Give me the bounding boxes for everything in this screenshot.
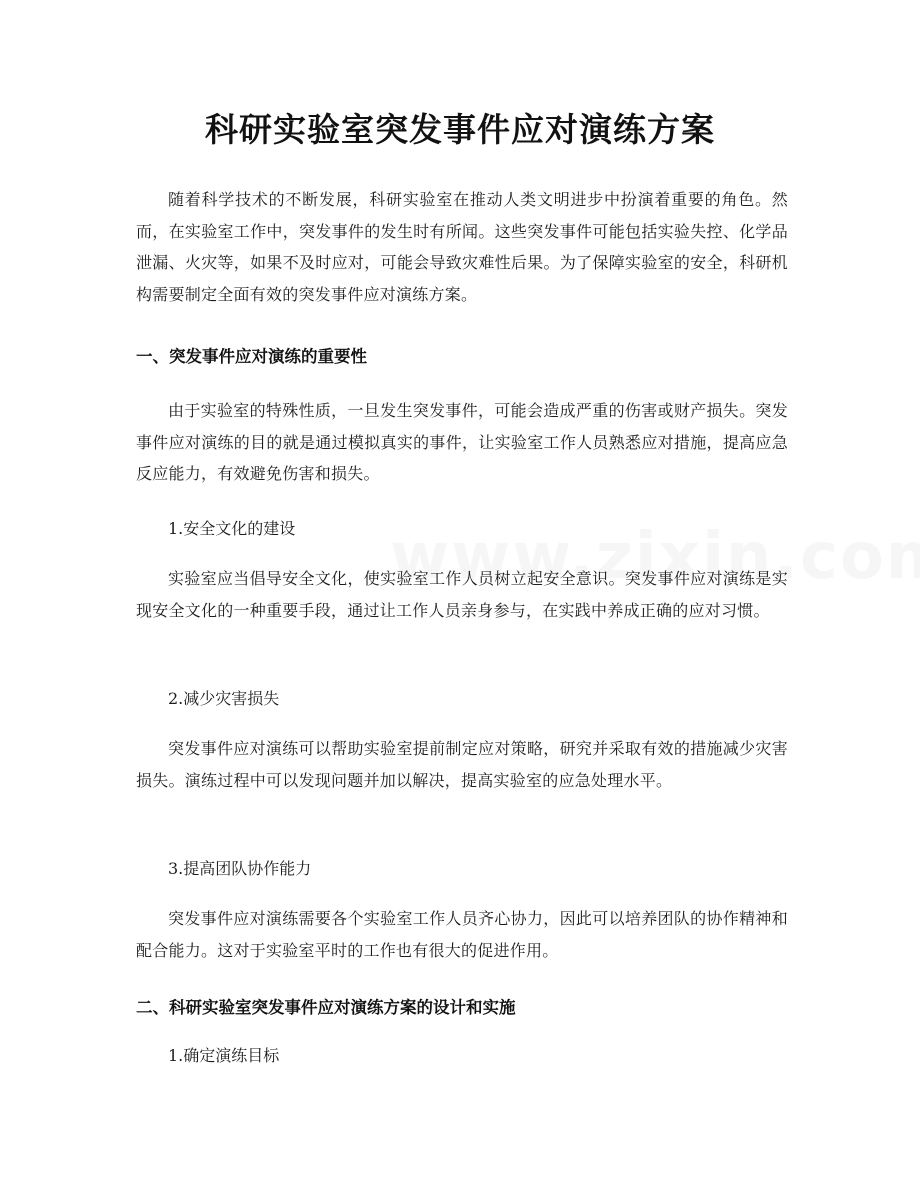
section-1-heading: 一、突发事件应对演练的重要性 (136, 347, 367, 366)
section-1-item-3-paragraph: 突发事件应对演练需要各个实验室工作人员齐心协力，因此可以培养团队的协作精神和配合能力。这对于实验室平时的工作也有很大的促进作用。 (136, 909, 788, 960)
section-1-paragraph: 由于实验室的特殊性质，一旦发生突发事件，可能会造成严重的伤害或财产损失。突发事件应对演练的目的就是通过模拟真实的事件，让实验室工作人员熟悉应对措施，提高应急反应能力，有效避免伤害和损失。 (136, 401, 788, 483)
section-2-heading: 二、科研实验室突发事件应对演练方案的设计和实施 (136, 998, 516, 1017)
section-1-item-1-title: 1.安全文化的建设 (168, 519, 296, 538)
section-1-item-2-paragraph: 突发事件应对演练可以帮助实验室提前制定应对策略，研究并采取有效的措施减少灾害损失。演练过程中可以发现问题并加以解决，提高实验室的应急处理水平。 (136, 739, 788, 790)
section-2-item-1-title: 1.确定演练目标 (168, 1046, 280, 1065)
document-title: 科研实验室突发事件应对演练方案 (205, 110, 715, 149)
section-1-item-3-title: 3.提高团队协作能力 (168, 859, 312, 878)
intro-paragraph: 随着科学技术的不断发展，科研实验室在推动人类文明进步中扮演着重要的角色。然而，在实验室工作中，突发事件的发生时有所闻。这些突发事件可能包括实验失控、化学品泄漏、火灾等，如果不及时应对，可能会导致灾难性后果。为了保障实验室的安全，科研机构需要制定全面有效的突发事件应对演练方案。 (136, 190, 788, 304)
section-1-item-1-paragraph: 实验室应当倡导安全文化，使实验室工作人员树立起安全意识。突发事件应对演练是实现安全文化的一种重要手段，通过让工作人员亲身参与，在实践中养成正确的应对习惯。 (136, 569, 788, 620)
section-1-item-2-title: 2.减少灾害损失 (168, 689, 280, 708)
